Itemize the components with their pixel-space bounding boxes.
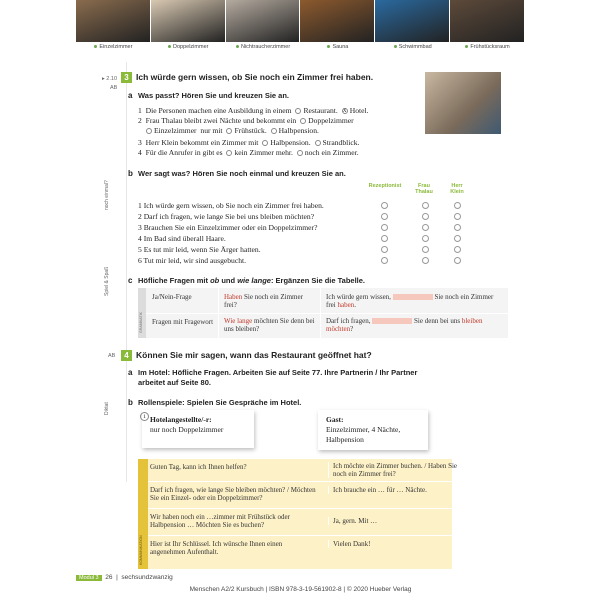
subtask-title: Wer sagt was? Hören Sie noch einmal und kreuzen Sie an. [138,169,346,178]
task-line: 4 Für die Anrufer in gibt es kein Zimmer mehr. noch ein Zimmer. [138,148,359,157]
photo-3 [226,0,301,42]
subtask-letter: a [128,368,133,377]
dialog-right: Ich brauche ein … für … Nächte. [328,486,457,494]
side-label: noch einmal? [104,180,110,210]
col-divider [320,288,321,338]
side-label: Spiel & Spaß [104,266,110,296]
card-number: 1 [140,412,149,421]
page-number: 26 [105,574,113,581]
role-card-staff [142,410,254,448]
radio-option[interactable] [226,128,232,134]
card-title: Gast: [326,415,344,424]
ab-ref: AB [108,353,116,359]
fill-gap[interactable] [372,318,412,324]
caption: Nichtraucherzimmer [226,42,301,51]
page-word: sechsundzwanzig [121,574,173,581]
separator: | [116,574,118,581]
row-divider [146,313,508,314]
answer-radio[interactable] [422,213,429,220]
dialog-right: Ja, gern. Mit … [328,517,457,525]
answer-radio[interactable] [381,224,388,231]
dialog-left: Guten Tag, kann ich Ihnen helfen? [150,463,247,471]
radio-option[interactable] [300,118,306,124]
statement-line: 4 Im Bad sind überall Haare. [138,234,226,243]
subtask-text: Im Hotel: Höfliche Fragen. Arbeiten Sie auf Seite 77. Ihre Partnerin / Ihr Partner [138,368,418,377]
subtask-letter: c [128,276,133,285]
radio-option[interactable] [297,150,303,156]
answer-radio[interactable] [454,213,461,220]
answer-radio[interactable] [422,235,429,242]
dialog-right: Vielen Dank! [328,540,457,548]
dialog-label: KOMMUNIKATION [139,535,143,565]
card-text: Halbpension [326,435,364,444]
answer-radio[interactable] [381,246,388,253]
answer-radio[interactable] [454,235,461,242]
photo-strip [76,0,525,42]
dialog-row [148,536,452,562]
bullet-icon [94,45,97,48]
answer-radio[interactable] [454,257,461,264]
grammar-label: GRAMMATIK [139,312,143,333]
caption: Doppelzimmer [151,42,226,51]
task-line: 3 Herr Klein bekommt ein Zimmer mit Halbpension. Strandblick. [138,138,360,147]
task-line: 1 Die Personen machen eine Ausbildung in einem Restaurant. X Hotel. [138,106,369,115]
column-header: Frau Thalau [415,183,433,195]
photo-5 [375,0,450,42]
dialog-left: Hier ist Ihr Schlüssel. Ich wünsche Ihnen einen angenehmen Aufenthalt. [150,540,283,556]
role-card-guest [318,410,428,450]
subtask-letter: b [128,169,133,178]
side-label: Diktat [104,402,110,415]
dialog-left: Darf ich fragen, wie lange Sie bleiben möchten? / Möchten Sie ein Einzel- oder ein Doppelzimmer? [150,486,316,502]
column-header: Rezeptionist [368,183,402,189]
bullet-icon [327,45,330,48]
statement-line: 1 Ich würde gern wissen, ob Sie noch ein Zimmer frei haben. [138,201,324,210]
dialog-row [148,459,458,482]
statement-line: 5 Es tut mir leid, wenn Sie Ärger hatten. [138,245,261,254]
subtask-title: Was passt? Hören Sie und kreuzen Sie an. [138,91,290,100]
answer-radio[interactable] [422,246,429,253]
bullet-icon [236,45,239,48]
answer-radio[interactable] [381,257,388,264]
subtask-letter: b [128,398,133,407]
bullet-icon [168,45,171,48]
margin-divider [126,62,127,482]
col-divider [218,288,219,338]
photo-1 [76,0,151,42]
page [76,0,525,600]
exercise-number: 3 [121,72,132,83]
photo-2 [151,0,226,42]
answer-radio[interactable] [454,202,461,209]
column-header: Herr Klein [450,183,464,195]
bullet-icon [465,45,468,48]
module-tag: Modul 3 [76,575,102,581]
answer-radio[interactable] [454,246,461,253]
page-footer [76,574,525,581]
radio-option[interactable] [315,140,321,146]
imprint: Menschen A2/2 Kursbuch | ISBN 978-3-19-561902-8 | © 2020 Hueber Verlag [189,586,412,593]
caption: Frühstücksraum [450,42,525,51]
caption: Einzelzimmer [76,42,151,51]
answer-radio[interactable] [422,202,429,209]
table-question: Haben Sie noch ein Zimmer frei? [224,293,303,309]
radio-option[interactable] [262,140,268,146]
task-line: 2 Frau Thalau bleibt zwei Nächte und bekommt ein Doppelzimmer [138,116,354,125]
exercise-number: 4 [121,350,132,361]
radio-option[interactable] [271,128,277,134]
answer-radio[interactable] [454,224,461,231]
fill-gap[interactable] [393,294,433,300]
ab-ref: AB [110,85,118,91]
caption: Sauna [300,42,375,51]
hotel-photo [425,72,501,134]
table-question: Wie lange möchten Sie denn bei uns bleiben? [224,317,315,333]
track-number: ▸ 2.10 [102,76,118,82]
dialog-row [148,509,452,536]
subtask-letter: a [128,91,133,100]
radio-option[interactable] [146,128,152,134]
dialog-right: Ich möchte ein Zimmer buchen. / Haben Sie noch ein Zimmer frei? [328,462,457,478]
dialog-row [148,482,452,509]
subtask-title: Rollenspiele: Spielen Sie Gespräche im Hotel. [138,398,302,407]
statement-line: 2 Darf ich fragen, wie lange Sie bei uns bleiben möchten? [138,212,315,221]
answer-radio[interactable] [381,202,388,209]
radio-option-checked[interactable]: X [342,109,347,115]
subtask-text: arbeitet auf Seite 80. [138,378,211,387]
answer-radio[interactable] [422,257,429,264]
dialog-box [138,459,458,569]
task-line: Einzelzimmer nur mit Frühstück. Halbpension. [144,126,319,135]
table-label: Ja/Nein-Frage [152,293,192,301]
statement-line: 3 Brauchen Sie ein Einzelzimmer oder ein Doppelzimmer? [138,223,318,232]
photo-6 [450,0,525,42]
subtask-title: Höfliche Fragen mit ob und wie lange: Ergänzen Sie die Tabelle. [138,276,366,285]
radio-option[interactable] [295,108,301,114]
card-text: nur noch Doppelzimmer [150,425,224,434]
statement-line: 6 Tut mir leid, wir sind ausgebucht. [138,256,246,265]
radio-option[interactable] [226,150,232,156]
exercise-title: Ich würde gern wissen, ob Sie noch ein Zimmer frei haben. [136,72,374,82]
table-answer: Darf ich fragen, Sie denn bei uns bleiben möchten? [326,317,483,333]
answer-radio[interactable] [381,213,388,220]
exercise-title: Können Sie mir sagen, wann das Restaurant geöffnet hat? [136,350,372,360]
grammar-table [138,288,508,338]
card-text: Einzelzimmer, 4 Nächte, [326,425,401,434]
table-answer: Ich würde gern wissen, Sie noch ein Zimmer frei haben. [326,293,494,309]
photo-captions [76,42,525,51]
card-title: Hotelangestellte/-r: [150,415,212,424]
answer-radio[interactable] [422,224,429,231]
photo-4 [300,0,375,42]
bullet-icon [394,45,397,48]
caption: Schwimmbad [375,42,450,51]
table-label: Fragen mit Fragewort [152,318,214,326]
answer-radio[interactable] [381,235,388,242]
dialog-left: Wir haben noch ein …zimmer mit Frühstück oder Halbpension … Möchten Sie es buchen? [150,513,290,529]
